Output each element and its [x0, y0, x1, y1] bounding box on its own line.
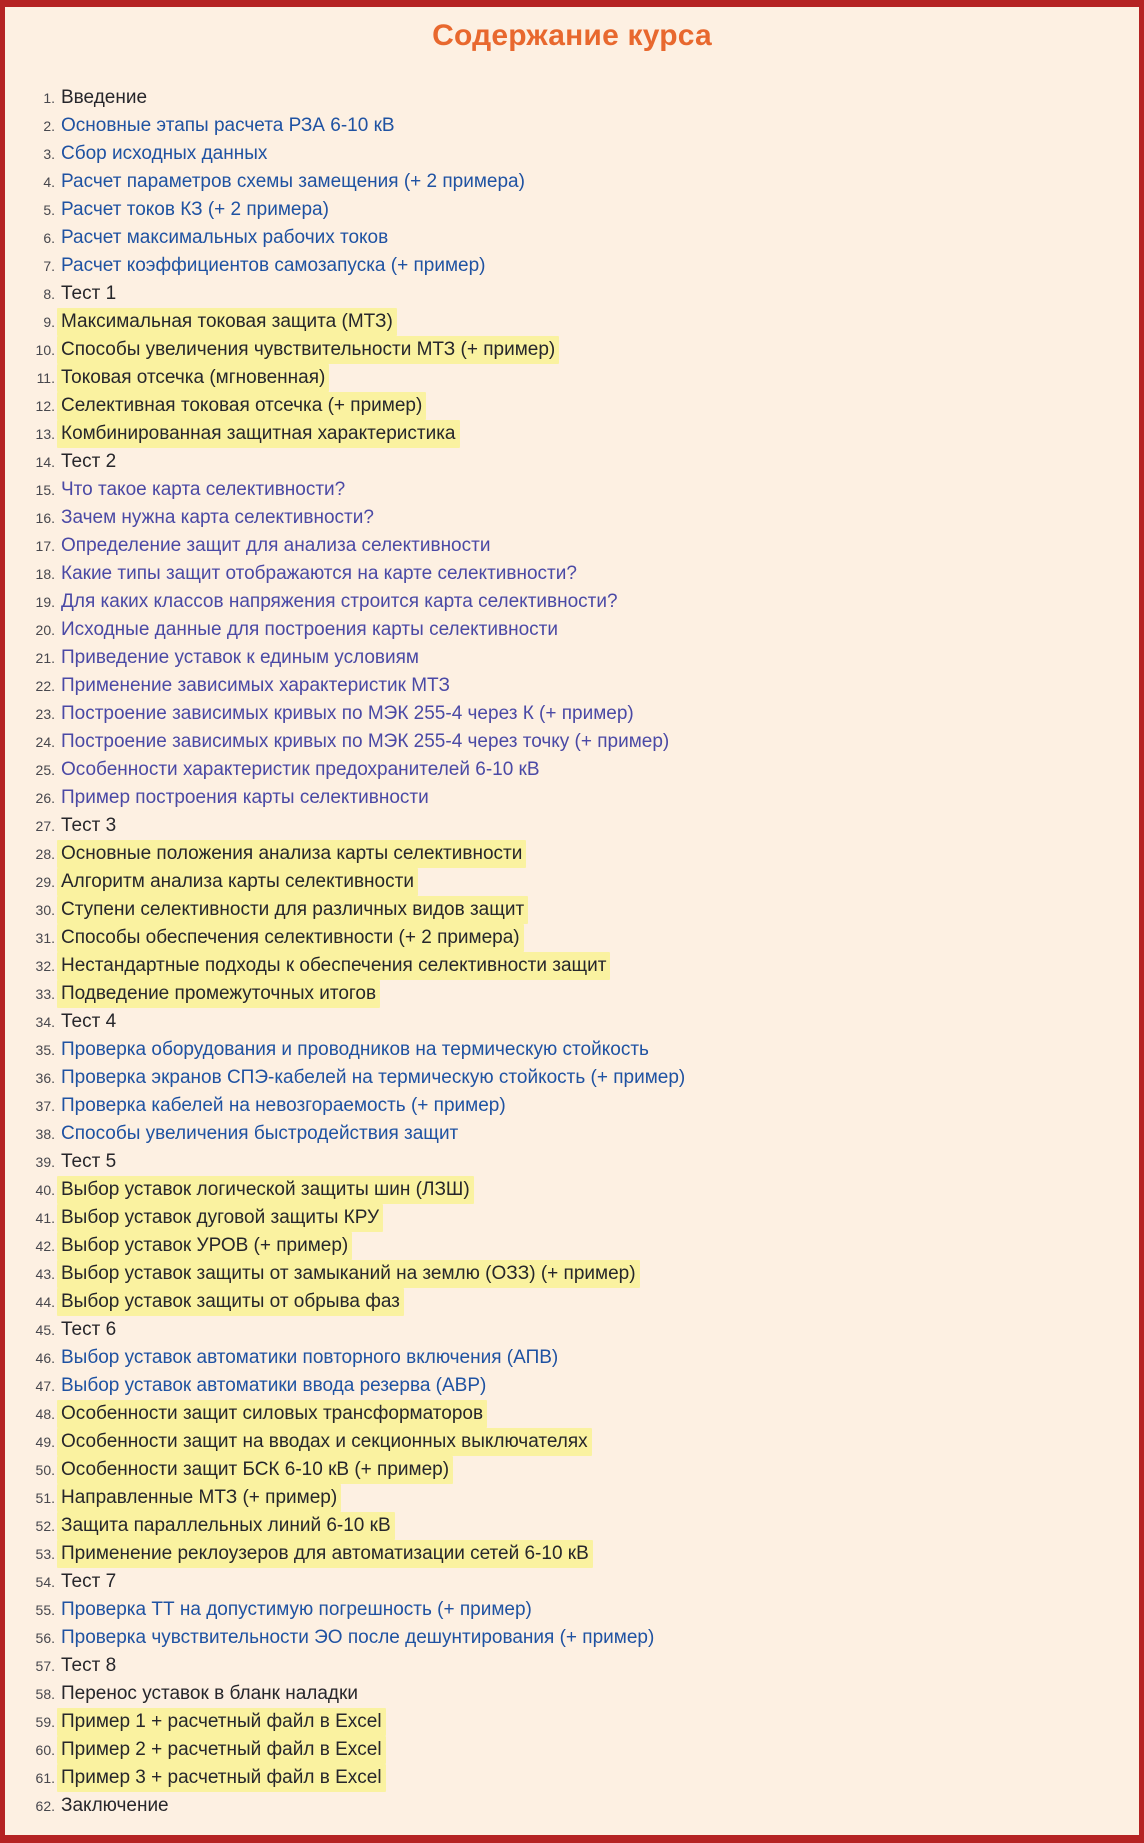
toc-item: [13, 952, 1139, 980]
toc-item: [13, 308, 1139, 336]
toc-item-link[interactable]: Способы увеличения быстродействия защит: [61, 1123, 459, 1144]
toc-item-link[interactable]: Сбор исходных данных: [61, 143, 268, 164]
toc-item: [13, 728, 1139, 756]
toc-item-label: Перенос уставок в бланк наладки: [61, 1683, 358, 1704]
toc-item-label: Особенности защит БСК 6-10 кВ (+ пример): [57, 1456, 453, 1484]
toc-item: [13, 616, 1139, 644]
toc-item-link[interactable]: Что такое карта селективности?: [61, 479, 346, 500]
toc-item: [13, 1736, 1139, 1764]
toc-item: [13, 280, 1139, 308]
toc-item: [13, 252, 1139, 280]
toc-item: [13, 112, 1139, 140]
toc-item: [13, 756, 1139, 784]
toc-item: [13, 1484, 1139, 1512]
toc-item-number: 42.: [35, 1238, 55, 1254]
toc-item: [13, 700, 1139, 728]
toc-item: [13, 1120, 1139, 1148]
toc-item: [13, 1344, 1139, 1372]
toc-item: [13, 1372, 1139, 1400]
toc-item-link[interactable]: Для каких классов напряжения строится карта селективности?: [61, 591, 618, 612]
toc-item-label: Заключение: [61, 1795, 169, 1816]
toc-item-link[interactable]: Какие типы защит отображаются на карте селективности?: [61, 563, 577, 584]
toc-item-link[interactable]: Расчет максимальных рабочих токов: [61, 227, 389, 248]
toc-item: [13, 364, 1139, 392]
toc-item-number: 40.: [35, 1182, 55, 1198]
toc-item: [13, 868, 1139, 896]
toc-item-link[interactable]: Расчет параметров схемы замещения (+ 2 примера): [61, 171, 525, 192]
toc-item: [13, 336, 1139, 364]
toc-item: [13, 1064, 1139, 1092]
toc-item: [13, 84, 1139, 112]
toc-item: [13, 784, 1139, 812]
toc-item-link[interactable]: Приведение уставок к единым условиям: [61, 647, 419, 668]
toc-item-label: Введение: [61, 87, 148, 108]
toc-item-number: 55.: [35, 1602, 55, 1618]
toc-item-number: 22.: [35, 678, 55, 694]
toc-item: [13, 980, 1139, 1008]
toc-item-number: 47.: [35, 1378, 55, 1394]
toc-item-number: 1.: [43, 90, 55, 106]
toc-item-number: 25.: [35, 762, 55, 778]
toc-item-number: 7.: [43, 258, 55, 274]
toc-item-link[interactable]: Проверка чувствительности ЭО после дешунтирования (+ пример): [61, 1627, 655, 1648]
course-toc: [5, 84, 1139, 1820]
toc-item-number: 36.: [35, 1070, 55, 1086]
toc-item: [13, 1232, 1139, 1260]
toc-item: [13, 1624, 1139, 1652]
toc-item-label: Выбор уставок защиты от обрыва фаз: [57, 1288, 404, 1316]
toc-item-number: 5.: [43, 202, 55, 218]
toc-item-number: 56.: [35, 1630, 55, 1646]
toc-item-number: 62.: [35, 1798, 55, 1814]
toc-item-link[interactable]: Выбор уставок автоматики повторного включения (АПВ): [61, 1347, 559, 1368]
toc-item-number: 54.: [35, 1574, 55, 1590]
toc-item-number: 59.: [35, 1714, 55, 1730]
toc-item: [13, 812, 1139, 840]
toc-item-label: Применение реклоузеров для автоматизации сетей 6-10 кВ: [57, 1540, 593, 1568]
page-title: Содержание курса: [432, 19, 712, 52]
toc-item: [13, 224, 1139, 252]
toc-item-label: Алгоритм анализа карты селективности: [57, 868, 418, 896]
toc-item-link[interactable]: Построение зависимых кривых по МЭК 255-4 через К (+ пример): [61, 703, 634, 724]
toc-item-number: 39.: [35, 1154, 55, 1170]
toc-item: [13, 1176, 1139, 1204]
toc-item-number: 31.: [35, 930, 55, 946]
toc-item-number: 21.: [35, 650, 55, 666]
toc-item-link[interactable]: Проверка экранов СПЭ-кабелей на термическую стойкость (+ пример): [61, 1067, 686, 1088]
toc-item-number: 2.: [43, 118, 55, 134]
toc-item: [13, 1652, 1139, 1680]
toc-item: [13, 168, 1139, 196]
toc-item: [13, 392, 1139, 420]
toc-item-number: 33.: [35, 986, 55, 1002]
toc-item-label: Основные положения анализа карты селективности: [57, 840, 526, 868]
toc-item-label: Защита параллельных линий 6-10 кВ: [57, 1512, 395, 1540]
toc-item-link[interactable]: Выбор уставок автоматики ввода резерва (АВР): [61, 1375, 487, 1396]
toc-item-label: Тест 7: [61, 1571, 117, 1592]
toc-item: [13, 1512, 1139, 1540]
toc-item-number: 44.: [35, 1294, 55, 1310]
toc-item-label: Пример 2 + расчетный файл в Excel: [57, 1736, 386, 1764]
toc-item-label: Тест 1: [61, 283, 117, 304]
toc-item-label: Пример 1 + расчетный файл в Excel: [57, 1708, 386, 1736]
toc-item-label: Токовая отсечка (мгновенная): [57, 364, 329, 392]
toc-item-link[interactable]: Пример построения карты селективности: [61, 787, 429, 808]
toc-item: [13, 1568, 1139, 1596]
toc-item-label: Подведение промежуточных итогов: [57, 980, 380, 1008]
toc-item-number: 41.: [35, 1210, 55, 1226]
toc-item-label: Тест 6: [61, 1319, 117, 1340]
toc-item-label: Выбор уставок дуговой защиты КРУ: [57, 1204, 383, 1232]
toc-item-label: Тест 4: [61, 1011, 117, 1032]
toc-item-number: 52.: [35, 1518, 55, 1534]
toc-item-label: Тест 8: [61, 1655, 117, 1676]
toc-item-number: 18.: [35, 566, 55, 582]
toc-item: [13, 672, 1139, 700]
toc-item-number: 8.: [43, 286, 55, 302]
toc-item-label: Тест 5: [61, 1151, 117, 1172]
toc-item-number: 43.: [35, 1266, 55, 1282]
toc-item-link[interactable]: Проверка оборудования и проводников на термическую стойкость: [61, 1039, 649, 1060]
toc-item-number: 3.: [43, 146, 55, 162]
toc-item-number: 35.: [35, 1042, 55, 1058]
toc-item: [13, 1792, 1139, 1820]
toc-item-number: 9.: [43, 314, 55, 330]
toc-item-label: Тест 2: [61, 451, 117, 472]
toc-item-number: 53.: [35, 1546, 55, 1562]
toc-item-number: 20.: [35, 622, 55, 638]
toc-item-label: Способы увеличения чувствительности МТЗ (+ пример): [57, 336, 559, 364]
toc-item-label: Нестандартные подходы к обеспечения селективности защит: [57, 952, 610, 980]
toc-item: [13, 448, 1139, 476]
toc-item-number: 10.: [35, 342, 55, 358]
toc-item-number: 50.: [35, 1462, 55, 1478]
toc-item-label: Комбинированная защитная характеристика: [57, 420, 460, 448]
toc-item-number: 19.: [35, 594, 55, 610]
toc-item-number: 34.: [35, 1014, 55, 1030]
toc-item-number: 4.: [43, 174, 55, 190]
toc-item: [13, 1316, 1139, 1344]
toc-item: [13, 476, 1139, 504]
toc-item-label: Пример 3 + расчетный файл в Excel: [57, 1764, 386, 1792]
toc-item-number: 6.: [43, 230, 55, 246]
toc-item: [13, 420, 1139, 448]
toc-item-label: Особенности защит силовых трансформаторов: [57, 1400, 487, 1428]
toc-item-link[interactable]: Проверка кабелей на невозгораемость (+ пример): [61, 1095, 506, 1116]
toc-item-number: 57.: [35, 1658, 55, 1674]
toc-item: [13, 1764, 1139, 1792]
toc-item-link[interactable]: Определение защит для анализа селективности: [61, 535, 491, 556]
toc-item-number: 38.: [35, 1126, 55, 1142]
toc-item-number: 17.: [35, 538, 55, 554]
toc-item-number: 23.: [35, 706, 55, 722]
toc-item-label: Особенности защит на вводах и секционных выключателях: [57, 1428, 592, 1456]
toc-item-number: 61.: [35, 1770, 55, 1786]
toc-item-number: 58.: [35, 1686, 55, 1702]
toc-item: [13, 588, 1139, 616]
toc-item: [13, 196, 1139, 224]
toc-item-label: Тест 3: [61, 815, 117, 836]
toc-item-link[interactable]: Проверка ТТ на допустимую погрешность (+ пример): [61, 1599, 532, 1620]
toc-item: [13, 1596, 1139, 1624]
toc-item: [13, 1008, 1139, 1036]
toc-item-number: 60.: [35, 1742, 55, 1758]
toc-item-number: 32.: [35, 958, 55, 974]
toc-item-number: 28.: [35, 846, 55, 862]
toc-item: [13, 1288, 1139, 1316]
toc-item-number: 12.: [35, 398, 55, 414]
toc-item: [13, 1260, 1139, 1288]
toc-item-label: Выбор уставок защиты от замыканий на землю (ОЗЗ) (+ пример): [57, 1260, 640, 1288]
toc-item-number: 49.: [35, 1434, 55, 1450]
toc-item-number: 26.: [35, 790, 55, 806]
toc-item: [13, 140, 1139, 168]
toc-item-number: 13.: [35, 426, 55, 442]
toc-item: [13, 504, 1139, 532]
toc-item-number: 24.: [35, 734, 55, 750]
toc-item-number: 29.: [35, 874, 55, 890]
toc-item-link[interactable]: Особенности характеристик предохранителей 6-10 кВ: [61, 759, 540, 780]
toc-item-number: 16.: [35, 510, 55, 526]
toc-item-link[interactable]: Построение зависимых кривых по МЭК 255-4 через точку (+ пример): [61, 731, 670, 752]
toc-item: [13, 1148, 1139, 1176]
toc-item-label: Ступени селективности для различных видов защит: [57, 896, 528, 924]
toc-item: [13, 1680, 1139, 1708]
toc-item: [13, 1456, 1139, 1484]
toc-item: [13, 1092, 1139, 1120]
toc-item-label: Максимальная токовая защита (МТЗ): [57, 308, 397, 336]
toc-item-label: Способы обеспечения селективности (+ 2 примера): [57, 924, 524, 952]
toc-item: [13, 644, 1139, 672]
toc-item-link[interactable]: Расчет токов КЗ (+ 2 примера): [61, 199, 329, 220]
toc-item-number: 27.: [35, 818, 55, 834]
toc-item-number: 37.: [35, 1098, 55, 1114]
toc-item-link[interactable]: Расчет коэффициентов самозапуска (+ пример): [61, 255, 486, 276]
toc-item-number: 11.: [36, 370, 55, 386]
toc-item-label: Направленные МТЗ (+ пример): [57, 1484, 341, 1512]
toc-item-label: Выбор уставок логической защиты шин (ЛЗШ): [57, 1176, 474, 1204]
toc-item: [13, 896, 1139, 924]
toc-item: [13, 1036, 1139, 1064]
toc-item: [13, 1708, 1139, 1736]
toc-item-number: 46.: [35, 1350, 55, 1366]
toc-item-link[interactable]: Основные этапы расчета РЗА 6-10 кВ: [61, 115, 395, 136]
toc-item-label: Выбор уставок УРОВ (+ пример): [57, 1232, 352, 1260]
toc-item: [13, 1428, 1139, 1456]
toc-item-number: 30.: [35, 902, 55, 918]
toc-item-link[interactable]: Зачем нужна карта селективности?: [61, 507, 374, 528]
toc-item: [13, 1204, 1139, 1232]
toc-item-label: Селективная токовая отсечка (+ пример): [57, 392, 426, 420]
toc-item: [13, 532, 1139, 560]
toc-item-link[interactable]: Исходные данные для построения карты селективности: [61, 619, 558, 640]
toc-item: [13, 560, 1139, 588]
toc-item-number: 45.: [35, 1322, 55, 1338]
toc-item-number: 14.: [35, 454, 55, 470]
toc-item: [13, 1540, 1139, 1568]
toc-item-number: 48.: [35, 1406, 55, 1422]
toc-item-number: 15.: [35, 482, 55, 498]
toc-item: [13, 1400, 1139, 1428]
toc-item: [13, 840, 1139, 868]
toc-item: [13, 924, 1139, 952]
toc-item-number: 51.: [35, 1490, 55, 1506]
toc-item-link[interactable]: Применение зависимых характеристик МТЗ: [61, 675, 450, 696]
